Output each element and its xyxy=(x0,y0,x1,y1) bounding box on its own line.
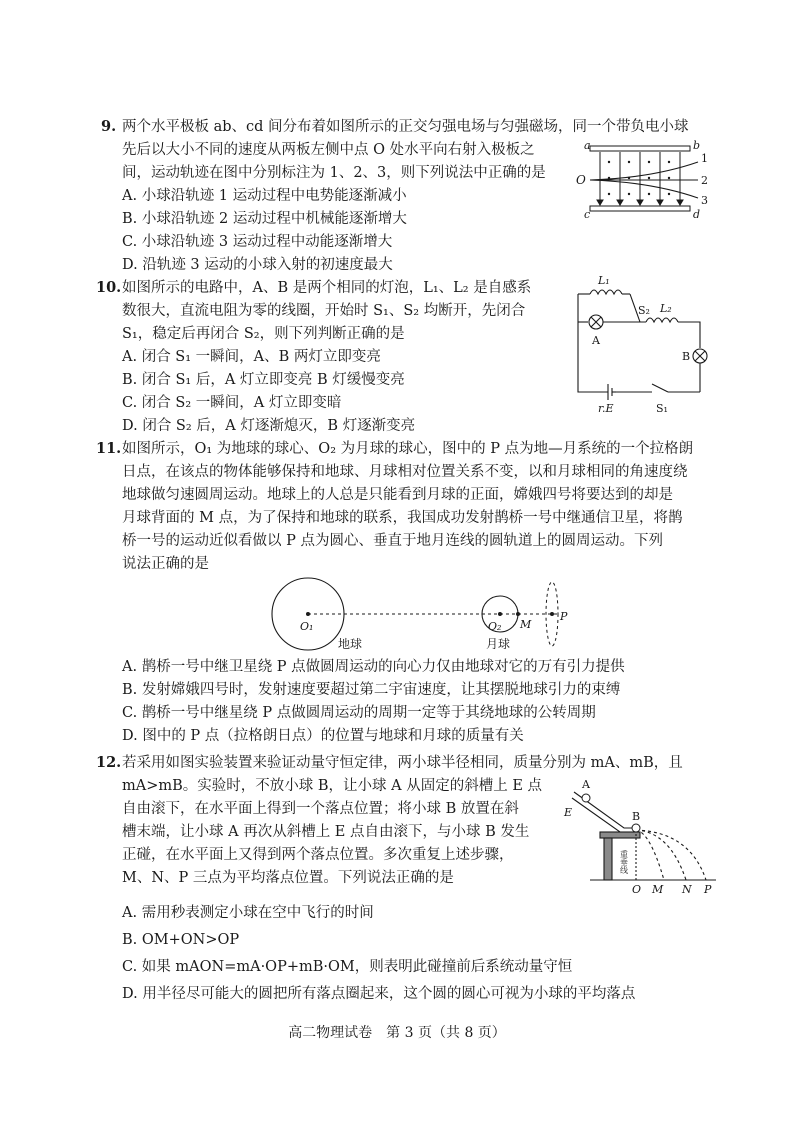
q10-option-d: D. 闭合 S₂ 后，A 灯逐渐熄灭，B 灯逐渐变亮 xyxy=(122,418,416,434)
q12-label-e: E xyxy=(564,806,573,819)
q11-option-d: D. 图中的 P 点（拉格朗日点）的位置与地球和月球的质量有关 xyxy=(122,728,524,744)
q9-option-b: B. 小球沿轨迹 2 运动过程中机械能逐渐增大 xyxy=(122,211,407,227)
q12-label-p: P xyxy=(704,883,712,896)
q10-stem-line-1: 如图所示的电路中，A、B 是两个相同的灯泡，L₁、L₂ 是自感系 xyxy=(122,280,532,296)
q12-stem-line-1: 若采用如图实验装置来验证动量守恒定律，两小球半径相同，质量分别为 mA、mB，且 xyxy=(122,755,683,771)
q10-stem-line-2: 数很大，直流电阻为零的线圈，开始时 S₁、S₂ 均断开，先闭合 xyxy=(122,303,526,319)
q11-option-c: C. 鹊桥一号中继星绕 P 点做圆周运动的周期一定等于其绕地球的公转周期 xyxy=(122,705,596,721)
q12-number: 12. xyxy=(96,754,122,771)
q11-stem-line-2: 日点，在该点的物体能够保持和地球、月球相对位置关系不变，以和月球相同的角速度绕 xyxy=(122,464,688,480)
page-footer: 高二物理试卷 第 3 页（共 8 页） xyxy=(288,1025,506,1041)
q10-label-s1: S₁ xyxy=(656,402,668,415)
q12-option-d: D. 用半径尽可能大的圆把所有落点圈起来，这个圆的圆心可视为小球的平均落点 xyxy=(122,986,636,1002)
q10-label-b: B xyxy=(682,350,691,363)
q12-label-plumb: 重垂线 xyxy=(619,850,629,874)
q9-label-d: d xyxy=(693,208,701,220)
q10-option-a: A. 闭合 S₁ 一瞬间，A、B 两灯立即变亮 xyxy=(122,349,381,365)
q11-label-moon: 月球 xyxy=(486,637,511,651)
q9-stem-line-2: 先后以大小不同的速度从两板左侧中点 O 处水平向右射入极板之 xyxy=(122,142,535,158)
q11-label-o1: O₁ xyxy=(300,620,314,633)
q11-figure-earth-moon xyxy=(262,576,582,652)
q10-label-l2: L₂ xyxy=(660,302,672,315)
q10-label-re: r.E xyxy=(598,402,614,415)
q12-stem-line-5: 正碰，在水平面上又得到两个落点位置。多次重复上述步骤， xyxy=(122,847,514,863)
q11-stem-line-5: 桥一号的运动近似看做以 P 点为圆心、垂直于地月连线的圆轨道上的圆周运动。下列 xyxy=(122,533,663,549)
q9-option-a: A. 小球沿轨迹 1 运动过程中电势能逐渐减小 xyxy=(122,188,407,204)
q11-stem-line-4: 月球背面的 M 点，为了保持和地球的联系，我国成功发射鹊桥一号中继通信卫星，将鹊 xyxy=(122,510,683,526)
q9-label-2: 2 xyxy=(701,174,708,187)
q12-stem-line-2: mA>mB。实验时，不放小球 B，让小球 A 从固定的斜槽上 E 点 xyxy=(122,778,543,794)
q9-label-b: b xyxy=(693,140,701,152)
q10-stem-line-3: S₁，稳定后再闭合 S₂，则下列判断正确的是 xyxy=(122,326,405,342)
q9-option-c: C. 小球沿轨迹 3 运动过程中动能逐渐增大 xyxy=(122,234,393,250)
q9-figure-field xyxy=(572,140,712,220)
q12-label-n: N xyxy=(682,883,692,896)
q12-stem-line-6: M、N、P 三点为平均落点位置。下列说法正确的是 xyxy=(122,870,454,886)
q9-label-o: O xyxy=(576,173,586,187)
q11-option-b: B. 发射嫦娥四号时，发射速度要超过第二宇宙速度，让其摆脱地球引力的束缚 xyxy=(122,682,621,698)
q9-option-d: D. 沿轨迹 3 运动的小球入射的初速度最大 xyxy=(122,257,393,273)
q12-label-a: A xyxy=(582,778,590,791)
q10-option-c: C. 闭合 S₂ 一瞬间，A 灯立即变暗 xyxy=(122,395,342,411)
q12-stem-line-4: 槽末端，让小球 A 再次从斜槽上 E 点自由滚下，与小球 B 发生 xyxy=(122,824,530,840)
q12-option-c: C. 如果 mAON=mA·OP+mB·OM，则表明此碰撞前后系统动量守恒 xyxy=(122,959,573,975)
q9-label-3: 3 xyxy=(701,194,708,207)
q9-label-c: c xyxy=(584,208,591,220)
q11-label-p: P xyxy=(560,610,568,623)
q11-label-earth: 地球 xyxy=(338,637,363,651)
q10-figure-circuit xyxy=(560,272,720,418)
q9-stem-line-1: 两个水平极板 ab、cd 间分布着如图所示的正交匀强电场与匀强磁场，同一个带负电小球 xyxy=(122,119,689,135)
q12-option-b: B. OM+ON>OP xyxy=(122,932,240,948)
q10-option-b: B. 闭合 S₁ 后，A 灯立即变亮 B 灯缓慢变亮 xyxy=(122,372,405,388)
q12-figure-collision-apparatus xyxy=(560,776,720,896)
q11-option-a: A. 鹊桥一号中继卫星绕 P 点做圆周运动的向心力仅由地球对它的万有引力提供 xyxy=(122,659,625,675)
q12-label-o: O xyxy=(632,883,642,896)
q12-label-b: B xyxy=(632,810,641,823)
q10-label-l1: L₁ xyxy=(598,274,610,287)
q11-stem-line-6: 说法正确的是 xyxy=(122,556,209,572)
q12-stem-line-3: 自由滚下，在水平面上得到一个落点位置；将小球 B 放置在斜 xyxy=(122,801,519,817)
q11-label-m: M xyxy=(520,618,532,631)
q12-option-a: A. 需用秒表测定小球在空中飞行的时间 xyxy=(122,905,374,921)
q9-number: 9. xyxy=(101,118,117,135)
q11-number: 11. xyxy=(96,440,122,457)
q11-stem-line-1: 如图所示，O₁ 为地球的球心、O₂ 为月球的球心，图中的 P 点为地—月系统的一个拉格朗 xyxy=(122,441,694,457)
q9-label-1: 1 xyxy=(701,152,708,165)
q11-label-o2: O₂ xyxy=(488,620,502,633)
q9-label-a: a xyxy=(584,140,591,152)
q10-number: 10. xyxy=(96,279,122,296)
q11-stem-line-3: 地球做匀速圆周运动。地球上的人总是只能看到月球的正面，嫦娥四号将要达到的却是 xyxy=(122,487,673,503)
q10-label-a: A xyxy=(592,334,600,347)
q10-label-s2: S₂ xyxy=(638,304,650,317)
q12-label-m: M xyxy=(652,883,664,896)
q9-stem-line-3: 间，运动轨迹在图中分别标注为 1、2、3，则下列说法中正确的是 xyxy=(122,165,546,181)
